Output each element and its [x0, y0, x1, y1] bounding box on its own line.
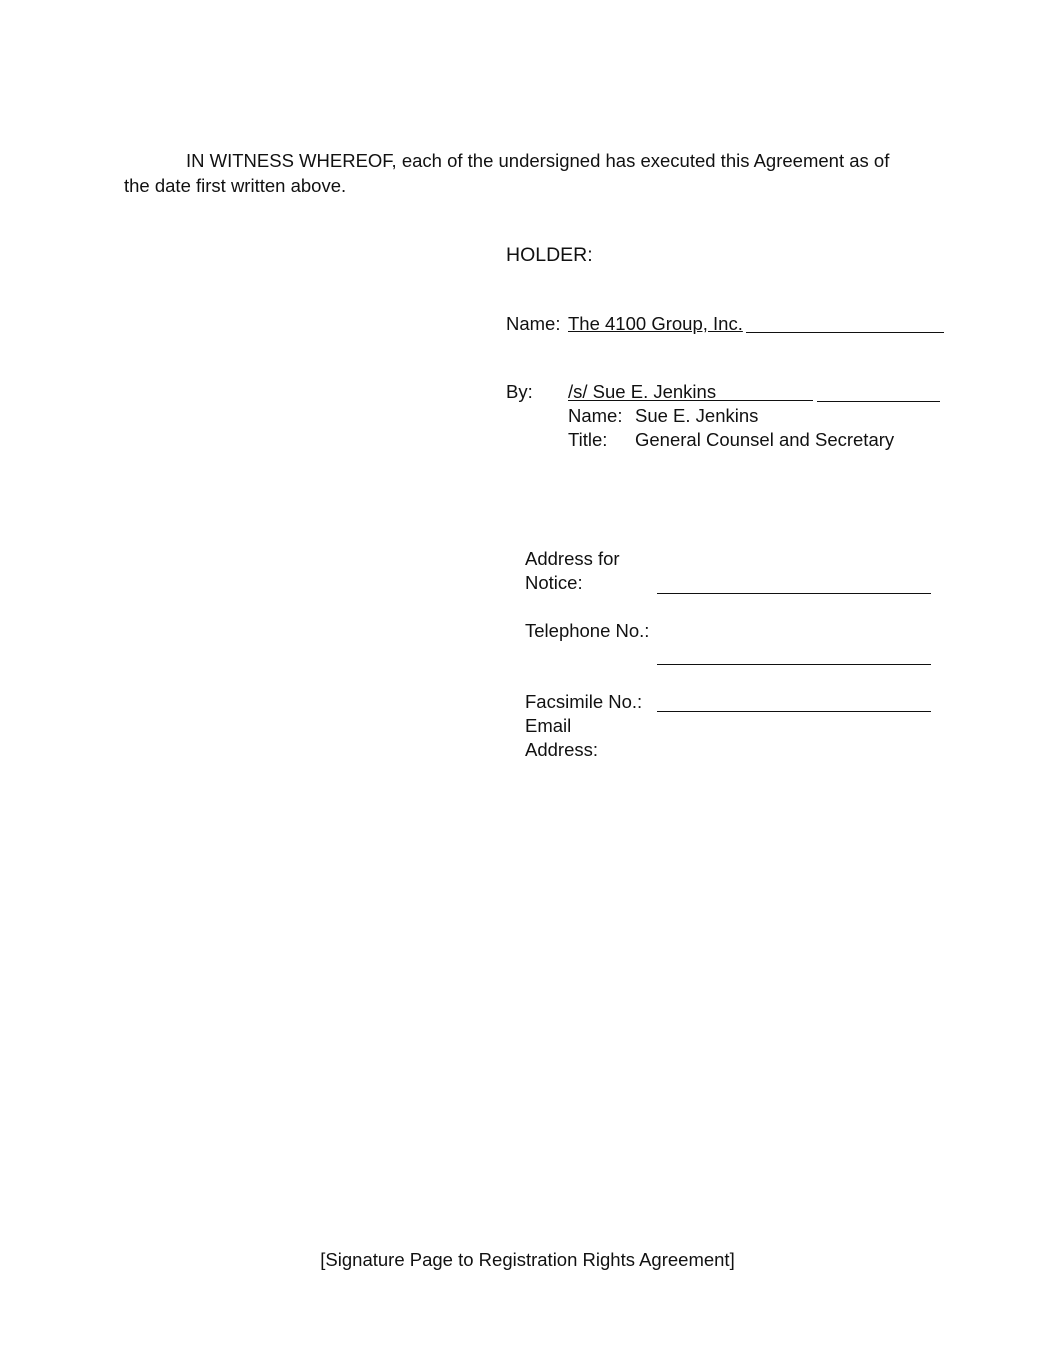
- facsimile-label: Facsimile No.:: [525, 691, 643, 712]
- telephone-rule: [657, 664, 931, 665]
- signature-underline: [568, 400, 813, 401]
- signer-title-label: Title:: [568, 429, 608, 450]
- witness-line-2: the date first written above.: [124, 175, 347, 196]
- facsimile-rule: [657, 711, 931, 712]
- holder-name-rule: [746, 332, 944, 333]
- signer-title-value: General Counsel and Secretary: [635, 429, 895, 450]
- signer-name-value: Sue E. Jenkins: [635, 405, 759, 426]
- holder-name-value: The 4100 Group, Inc.: [568, 313, 743, 334]
- email-label: Email Address:: [525, 715, 599, 760]
- holder-heading: HOLDER:: [506, 244, 593, 266]
- witness-line-1: IN WITNESS WHEREOF, each of the undersigned has executed this Agreement as of: [186, 150, 890, 171]
- signature-value: /s/ Sue E. Jenkins: [568, 381, 717, 402]
- holder-name-label: Name:: [506, 313, 561, 334]
- address-rule: [657, 593, 931, 594]
- page-footer: [Signature Page to Registration Rights Agreement]: [320, 1249, 735, 1270]
- witness-paragraph: [124, 148, 924, 198]
- signer-name-label: Name:: [568, 405, 623, 426]
- by-label: By:: [506, 381, 533, 402]
- signature-rule: [817, 401, 940, 402]
- telephone-label: Telephone No.:: [525, 620, 650, 641]
- address-label: Address for Notice:: [525, 548, 620, 593]
